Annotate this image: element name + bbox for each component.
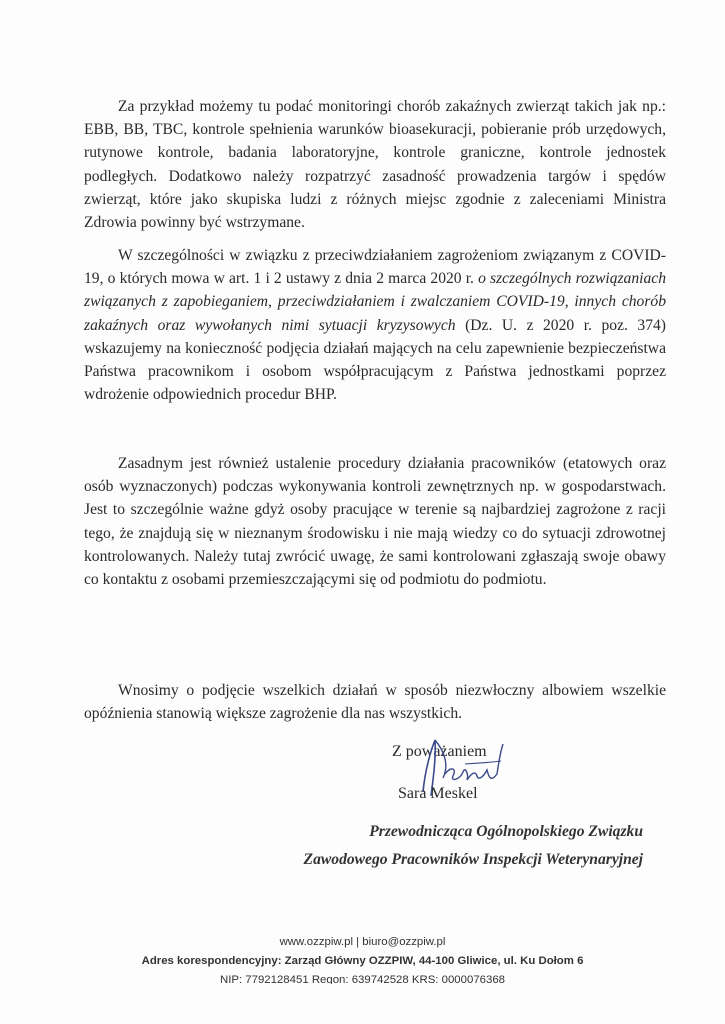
paragraph-covid-law-end: (Dz. U. z 2020 r. poz. 374) wskazujemy na konieczność podjęcia działań mających na celu zapewnienie bezpieczeństwa Państwa pracownikom i osobom współpracującym z Państwa jednostkami poprzez wdrożenie odpowiednich procedur BHP. [84, 316, 666, 404]
paragraph-request [84, 679, 666, 725]
signer-title-line-1: Przewodnicząca Ogólnopolskiego Związku [369, 823, 643, 840]
paragraph-covid-law-start: W szczególności w związku z przeciwdziałaniem zagrożeniom związanym z COVID-19, o których mowa w art. 1 i 2 ustawy z dnia 2 marca 2020 r. [84, 247, 666, 288]
paragraph-procedures-text: Zasadnym jest również ustalenie procedury działania pracowników (etatowych oraz osób wyznaczonych) podczas wykonywania kontroli zewnętrznych np. w gospodarstwach. Jest to szczególnie ważne gdyż osoby pracujące w terenie są najbardziej zagrożone z racji tego, że znajdują się w nieznanym środowisku i nie mają wiedzy co do sytuacji zdrowotnej kontrolowanych. Należy tutaj zwrócić uwagę, że sami kontrolowani zgłaszają swoje obawy co kontaktu z osobami przemieszczającymi się od podmiotu do podmiotu. [84, 455, 666, 589]
signer-title-line-2: Zawodowego Pracowników Inspekcji Weterynaryjnej [303, 851, 643, 868]
paragraph-monitoring [84, 95, 666, 234]
closing-phrase: Z poważaniem [392, 743, 487, 760]
paragraph-procedures [84, 452, 666, 591]
footer-registration-ids: NIP: 7792128451 Regon: 639742528 KRS: 0000076368 [219, 974, 505, 984]
paragraph-monitoring-text: Za przykład możemy tu podać monitoringi chorób zakaźnych zwierząt takich jak np.: EBB, BB, TBC, kontrole spełnienia warunków bioasekuracji, pobieranie prób urzędowych, rutynowe kontrole, badania laboratoryjne, kontrole graniczne, kontrole jednostek podległych. Dodatkowo należy rozpatrzyć zasadność prowadzenia targów i spędów zwierząt, które jako skupiska ludzi z różnych miejsc zgodnie z zaleceniami Ministra Zdrowia powinny być wstrzymane. [84, 98, 666, 232]
footer-contact: www.ozzpiw.pl | biuro@ozzpiw.pl [279, 936, 446, 948]
signer-name: Sara Meskel [398, 785, 478, 802]
paragraph-covid-law [84, 244, 666, 406]
footer-address: Adres korespondencyjny: Zarząd Główny OZZPIW, 44-100 Gliwice, ul. Ku Dołom 6 [141, 955, 584, 967]
paragraph-request-text: Wnosimy o podjęcie wszelkich działań w sposób niezwłoczny albowiem wszelkie opóźnienia stanowią większe zagrożenie dla nas wszystkich. [84, 682, 666, 723]
act-title: o szczególnych rozwiązaniach związanych z zapobieganiem, przeciwdziałaniem i zwalczaniem COVID-19, innych chorób zakaźnych oraz wywołanych nimi sytuacji kryzysowych [84, 270, 666, 334]
